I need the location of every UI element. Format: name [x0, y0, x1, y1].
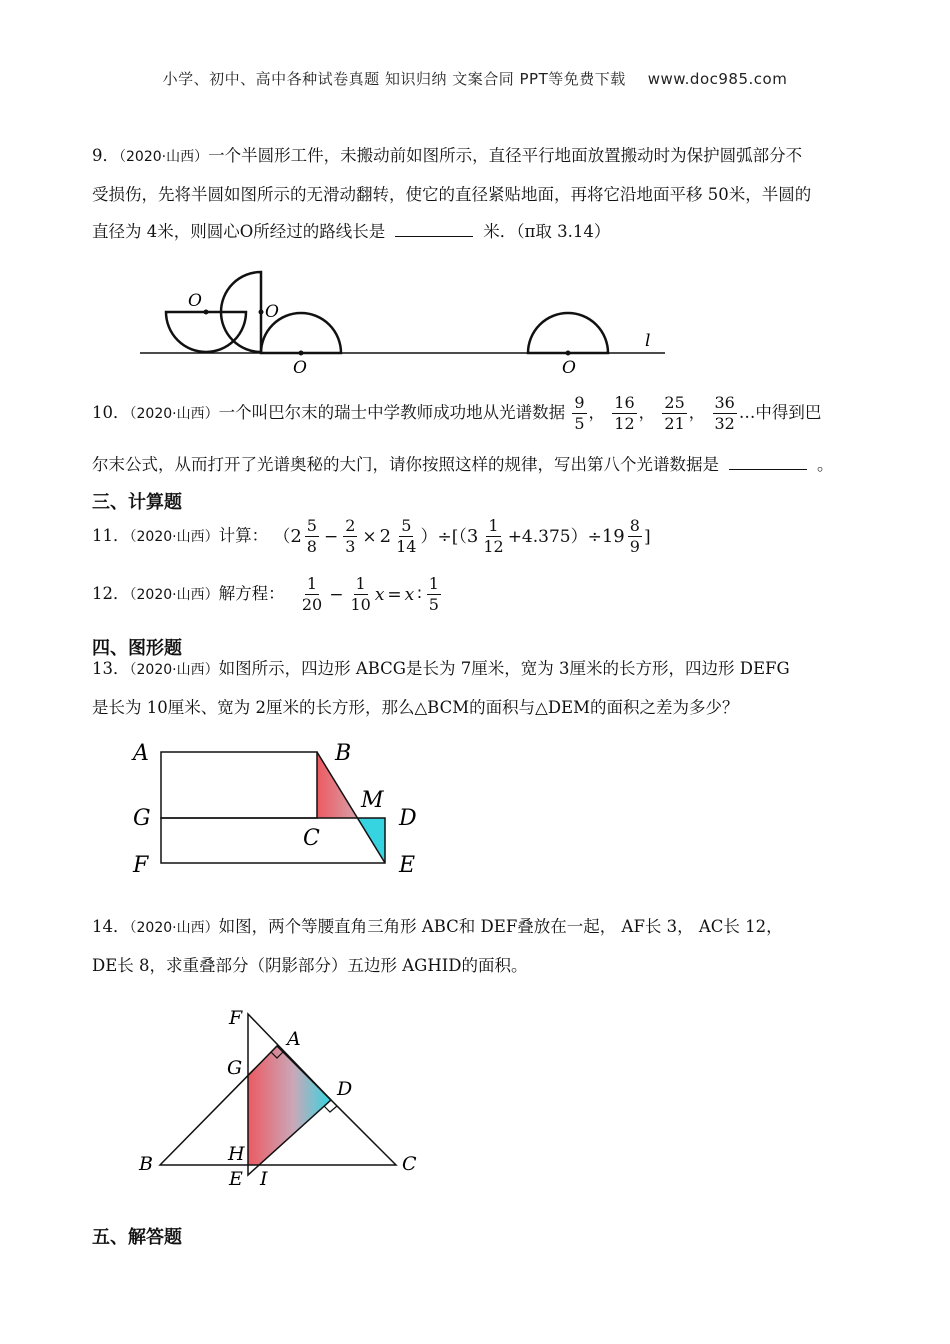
q9-center-dot-4 — [566, 351, 571, 356]
q9-center-dot-1 — [204, 310, 209, 315]
section-5-heading: 五、解答题 — [92, 1227, 182, 1248]
q13-tag: （2020·山西） — [129, 662, 219, 678]
q10-line2a: 尔末公式，从而打开了光谱奥秘的大门，请你按照这样的规律，写出第八个光谱数据是 — [92, 455, 719, 474]
q12-equation: $\frac{1}{20}$ − $\frac{1}{10}$ x = x ∶ $\frac{1}{5}$ — [301, 574, 439, 614]
q12-text: 解方程： — [218, 584, 285, 603]
question-10: 10．（2020·山西）一个叫巴尔末的瑞士中学教师成功地从光谱数据 $\frac{9}{5}$ ， $\frac{16}{12}$ ， $\frac{25}{21}$ ， $\frac{36}{32}$ …中得到巴 — [92, 393, 822, 433]
q13-label-e: E — [399, 853, 416, 878]
q13-label-a: A — [133, 741, 149, 766]
q13-label-f: F — [133, 853, 149, 878]
q9-center-dot-3 — [299, 351, 304, 356]
q13-rect-abcg — [161, 752, 317, 818]
q13-label-d: D — [399, 806, 417, 831]
q14-tag: （2020·山西） — [129, 920, 219, 936]
q10-tag: （2020·山西） — [129, 406, 219, 422]
q14-label-a: A — [287, 1028, 301, 1050]
q14-label-h: H — [228, 1143, 245, 1165]
q14-label-e: E — [229, 1168, 243, 1190]
q9-line2: 受损伤，先将半圆如图所示的无滑动翻转，使它的直径紧贴地面，再将它沿地面平移 50米，半圆的 — [92, 185, 812, 204]
q13-label-g: G — [133, 806, 151, 831]
question-11 — [92, 514, 862, 559]
q10-line2b: 。 — [817, 455, 834, 474]
q13-line1: 如图所示，四边形 ABCG是长为 7厘米，宽为 3厘米的长方形，四边形 DEFG — [218, 659, 790, 678]
q14-number: 14． — [92, 917, 130, 936]
q9-line3b: 米．（π取 3.14） — [483, 222, 611, 241]
question-14 — [92, 908, 862, 984]
q13-number: 13． — [92, 659, 130, 678]
q14-label-c: C — [402, 1153, 417, 1175]
q10-answer-blank[interactable] — [729, 453, 807, 470]
q10-text-a: 一个叫巴尔末的瑞士中学教师成功地从光谱数据 — [218, 403, 566, 422]
q14-line1: 如图，两个等腰直角三角形 ABC和 DEF叠放在一起， AF长 3， AC长 12， — [218, 917, 783, 936]
q14-label-g: G — [227, 1057, 243, 1079]
question-9 — [92, 137, 862, 250]
q14-figure — [125, 1000, 425, 1190]
q13-label-c: C — [303, 826, 320, 851]
section-4-heading: 四、图形题 — [92, 638, 182, 659]
q14-line2: DE长 8，求重叠部分（阴影部分）五边形 AGHID的面积。 — [92, 956, 528, 975]
q13-label-b: B — [335, 741, 352, 766]
q14-label-d: D — [337, 1078, 353, 1100]
question-12 — [92, 572, 862, 617]
q9-label-o3: O — [293, 358, 307, 378]
q9-number: 9． — [92, 146, 119, 165]
q14-right-angle-d — [324, 1106, 337, 1112]
q12-number: 12． — [92, 584, 130, 603]
q9-answer-blank[interactable] — [395, 220, 473, 237]
q9-label-o1: O — [188, 291, 202, 311]
q9-label-o4: O — [562, 358, 576, 378]
q13-rect-defg — [161, 818, 385, 863]
q10-fraction-4: $\frac{36}{32}$ — [714, 393, 735, 433]
q9-label-l: l — [645, 331, 651, 351]
q9-semicircle-start — [166, 312, 246, 352]
q11-expression: （ 2 $\frac{5}{8}$ − $\frac{2}{3}$ × 2 $\frac{5}{14}$ ）÷[（ 3 $\frac{1}{12}$ +4.375 ）÷ 19 $\frac{8}{9}$ ] — [273, 516, 651, 556]
q14-label-f: F — [229, 1007, 243, 1029]
q11-text: 计算： — [218, 526, 269, 545]
section-3-heading: 三、计算题 — [92, 492, 182, 513]
q11-tag: （2020·山西） — [129, 529, 219, 545]
q10-fraction-2: $\frac{16}{12}$ — [614, 393, 635, 433]
q11-number: 11． — [92, 526, 130, 545]
question-10-line2 — [92, 446, 862, 483]
page-header — [0, 68, 950, 89]
q10-fraction-3: $\frac{25}{21}$ — [664, 393, 685, 433]
q13-figure — [125, 735, 435, 880]
q10-fraction-1: $\frac{9}{5}$ — [574, 393, 585, 433]
q9-tag: （2020·山西） — [119, 149, 209, 165]
q13-line2: 是长为 10厘米、宽为 2厘米的长方形，那么△BCM的面积与△DEM的面积之差为多少？ — [92, 698, 739, 717]
q10-text-b: …中得到巴 — [738, 403, 822, 422]
header-title: 小学、初中、高中各种试卷真题 知识归纳 文案合同 PPT等免费下载 — [162, 70, 626, 88]
q9-semicircle-end — [528, 313, 608, 353]
question-13 — [92, 650, 862, 726]
q12-tag: （2020·山西） — [129, 587, 219, 603]
q13-label-m: M — [361, 788, 384, 813]
q9-figure — [130, 262, 690, 382]
q9-label-o2: O — [265, 302, 279, 322]
q9-center-dot-2 — [259, 310, 264, 315]
q10-number: 10． — [92, 403, 130, 422]
q9-line1: 一个半圆形工件，未搬动前如图所示，直径平行地面放置搬动时为保护圆弧部分不 — [208, 146, 803, 165]
header-site-link[interactable]: www.doc985.com — [647, 70, 788, 88]
q9-line3a: 直径为 4米，则圆心O所经过的路线长是 — [92, 222, 386, 241]
q14-label-i: I — [260, 1168, 268, 1190]
q14-label-b: B — [139, 1153, 153, 1175]
